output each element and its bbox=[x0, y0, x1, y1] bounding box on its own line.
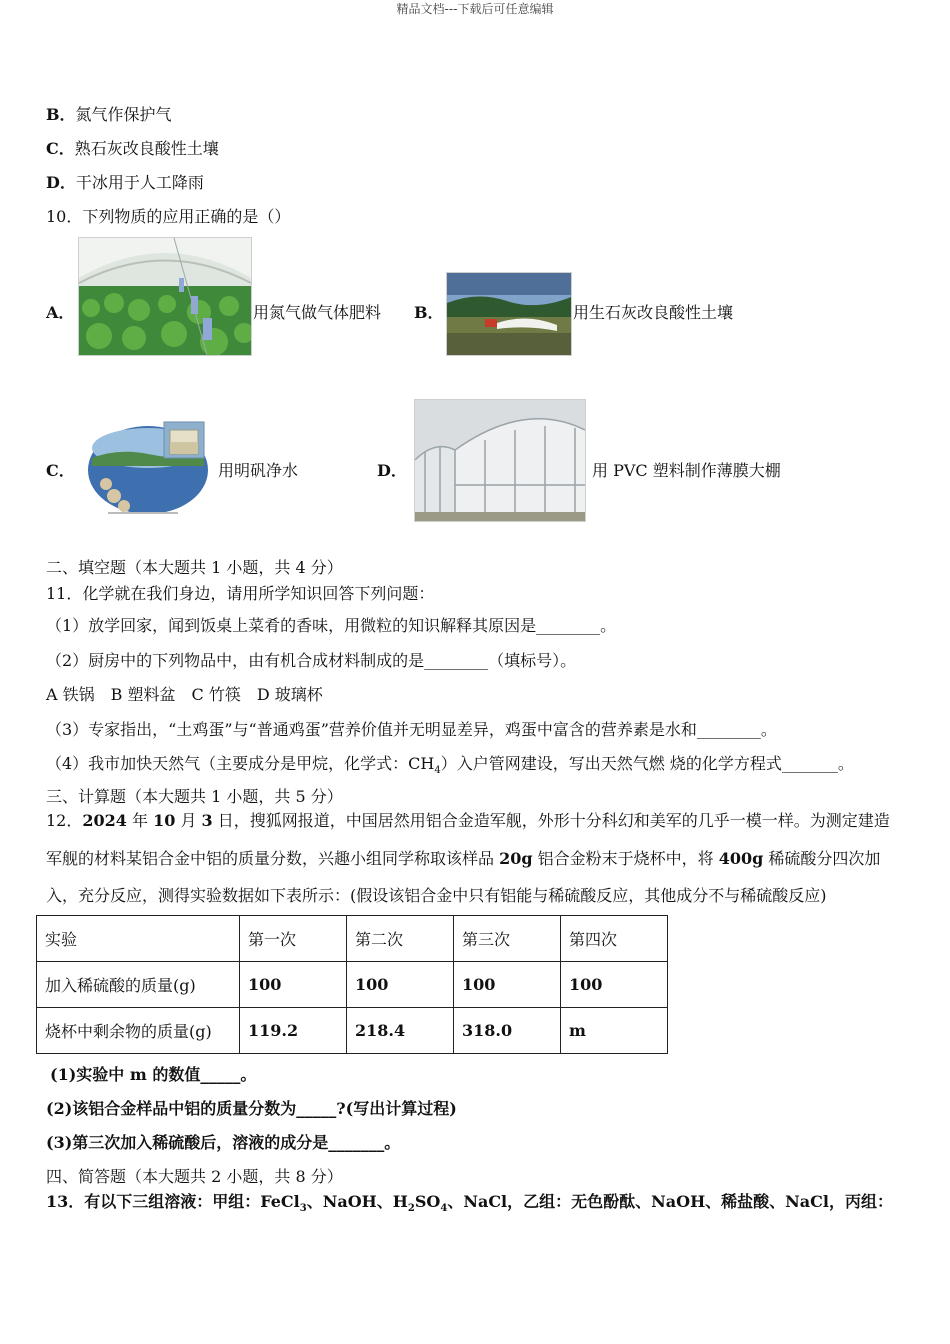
q10-option-a-text: 用氮气做气体肥料 bbox=[253, 303, 382, 322]
table-cell: 第一次 bbox=[240, 916, 347, 962]
q11-part2: （2）厨房中的下列物品中，由有机合成材料制成的是________（填标号）。 bbox=[46, 651, 577, 670]
table-cell: 第四次 bbox=[561, 916, 668, 962]
q13-text: SO bbox=[414, 1192, 441, 1211]
table-row bbox=[37, 1008, 668, 1054]
plastic-greenhouse-image bbox=[414, 399, 586, 522]
q12-acid-mass: 400g bbox=[718, 849, 764, 868]
subscript: 2 bbox=[407, 1203, 415, 1215]
q12-line3: 入，充分反应，测得实验数据如下表所示：(假设该铝合金中只有铝能与稀硫酸反应，其他成分不与稀硫酸反应) bbox=[46, 886, 827, 905]
table-cell: m bbox=[561, 1008, 668, 1054]
q12-text: 年 bbox=[126, 811, 154, 830]
table-cell: 加入稀硫酸的质量(g) bbox=[37, 962, 240, 1008]
q12-text: 12． bbox=[46, 811, 83, 830]
q13-stem bbox=[46, 1189, 893, 1214]
table-cell: 烧杯中剩余物的质量(g) bbox=[37, 1008, 240, 1054]
q13-text: 、NaOH、H bbox=[306, 1192, 408, 1211]
q10-option-b-label: B． bbox=[414, 303, 444, 322]
q9-option-d bbox=[46, 170, 204, 193]
table-cell: 318.0 bbox=[454, 1008, 561, 1054]
table-cell: 100 bbox=[347, 962, 454, 1008]
table-cell: 第三次 bbox=[454, 916, 561, 962]
subscript: 4 bbox=[434, 765, 441, 777]
q13-text: 13．有以下三组溶液：甲组：FeCl bbox=[46, 1192, 300, 1211]
q12-month: 10 bbox=[153, 811, 176, 830]
table-cell: 119.2 bbox=[240, 1008, 347, 1054]
option-text: 氮气作保护气 bbox=[75, 105, 172, 124]
q9-option-b bbox=[46, 102, 172, 125]
q10-option-c-label: C． bbox=[46, 461, 75, 480]
q12-day: 3 bbox=[201, 811, 213, 830]
q11-part4-text: ）入户管网建设，写出天然气燃 烧的化学方程式_______。 bbox=[440, 754, 854, 773]
q12-text: 日，搜狐网报道，中国居然用铝合金造军舰，外形十分科幻和美军的几乎一模一样。为测定建造 bbox=[212, 811, 890, 830]
option-label: B． bbox=[46, 105, 76, 124]
q10-option-d-label: D． bbox=[377, 461, 407, 480]
q13-text: 、NaCl，乙组：无色酚酞、NaOH、稀盐酸、NaCl，丙组： bbox=[447, 1192, 893, 1211]
table-cell: 218.4 bbox=[347, 1008, 454, 1054]
q11-part1: （1）放学回家，闻到饭桌上菜肴的香味，用微粒的知识解释其原因是________。 bbox=[46, 616, 617, 635]
q12-text: 月 bbox=[175, 811, 202, 830]
q10-option-d-text: 用 PVC 塑料制作薄膜大棚 bbox=[592, 461, 781, 480]
q12-text: 铝合金粉末于烧杯中，将 bbox=[532, 849, 719, 868]
greenhouse-vegetables-image bbox=[78, 237, 252, 356]
q10-option-b-text: 用生石灰改良酸性土壤 bbox=[573, 303, 734, 322]
option-label: C． bbox=[46, 139, 75, 158]
q11-stem: 11．化学就在我们身边，请用所学知识回答下列问题： bbox=[46, 584, 435, 603]
q12-year: 2024 bbox=[82, 811, 127, 830]
q12-sub2: (2)该铝合金样品中铝的质量分数为_____?(写出计算过程) bbox=[46, 1099, 457, 1118]
q10-stem: 10．下列物质的应用正确的是（） bbox=[46, 207, 291, 226]
q11-part4-text: （4）我市加快天然气（主要成分是甲烷，化学式：CH bbox=[46, 754, 435, 773]
table-cell: 第二次 bbox=[347, 916, 454, 962]
q10-option-a-label: A． bbox=[46, 303, 75, 322]
subscript: 3 bbox=[299, 1203, 307, 1215]
q12-sub3: (3)第三次加入稀硫酸后，溶液的成分是_______。 bbox=[46, 1133, 401, 1152]
q12-text: 军舰的材料某铝合金中铝的质量分数，兴趣小组同学称取该样品 bbox=[46, 849, 500, 868]
option-label: D． bbox=[46, 173, 76, 192]
q9-option-c bbox=[46, 136, 219, 159]
q12-text: 稀硫酸分四次加 bbox=[763, 849, 881, 868]
table-cell: 实验 bbox=[37, 916, 240, 962]
option-text: 熟石灰改良酸性土壤 bbox=[74, 139, 219, 158]
page-header: 精品文档---下载后可任意编辑 bbox=[396, 2, 554, 16]
q12-sub1: (1)实验中 m 的数值_____。 bbox=[50, 1065, 257, 1084]
table-cell: 100 bbox=[454, 962, 561, 1008]
q11-choices: A 铁锅 B 塑料盆 C 竹筷 D 玻璃杯 bbox=[46, 685, 323, 704]
q12-sample-mass: 20g bbox=[499, 849, 533, 868]
option-text: 干冰用于人工降雨 bbox=[75, 173, 204, 192]
q12-line2 bbox=[46, 846, 880, 869]
section4-title: 四、简答题（本大题共 2 小题，共 8 分） bbox=[46, 1167, 343, 1186]
q10-option-c-text: 用明矾净水 bbox=[218, 461, 299, 480]
table-cell: 100 bbox=[240, 962, 347, 1008]
field-spraying-image bbox=[446, 272, 572, 356]
q11-part4 bbox=[46, 751, 854, 776]
table-header-row bbox=[37, 916, 668, 962]
experiment-data-table bbox=[36, 915, 668, 1054]
q12-line1 bbox=[46, 808, 890, 831]
subscript: 4 bbox=[440, 1203, 448, 1215]
section2-title: 二、填空题（本大题共 1 小题，共 4 分） bbox=[46, 558, 343, 577]
table-row bbox=[37, 962, 668, 1008]
section3-title: 三、计算题（本大题共 1 小题，共 5 分） bbox=[46, 787, 343, 806]
table-cell: 100 bbox=[561, 962, 668, 1008]
q11-part3: （3）专家指出，“土鸡蛋”与“普通鸡蛋”营养价值并无明显差异，鸡蛋中富含的营养素是水和________。 bbox=[46, 720, 777, 739]
water-purification-image bbox=[78, 418, 212, 518]
